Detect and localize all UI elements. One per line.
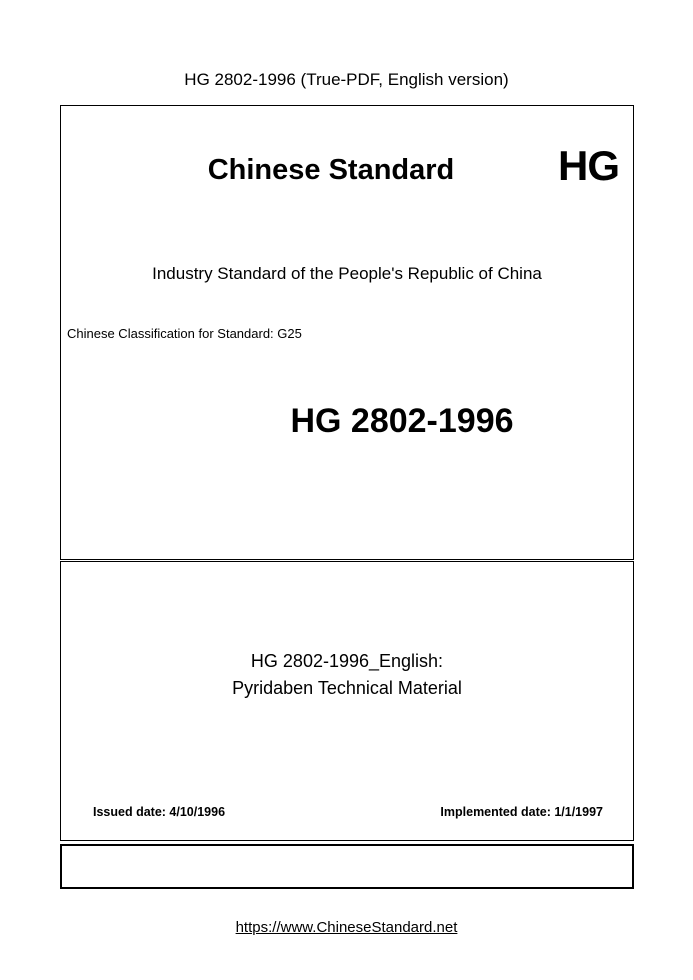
page-header-text: HG 2802-1996 (True-PDF, English version) bbox=[184, 70, 509, 89]
industry-standard-line: Industry Standard of the People's Republic of China bbox=[152, 264, 542, 283]
cover-main-box bbox=[60, 105, 634, 560]
footer-url-text[interactable]: https://www.ChineseStandard.net bbox=[235, 919, 458, 936]
chinese-standard-title: Chinese Standard bbox=[207, 154, 455, 186]
dates-row bbox=[61, 805, 633, 825]
implemented-date: Implemented date: 1/1/1997 bbox=[440, 805, 603, 819]
cover-title-row bbox=[61, 142, 633, 202]
title-block-box bbox=[60, 561, 634, 841]
hg-logo: HG bbox=[558, 142, 619, 189]
classification-code: Chinese Classification for Standard: G25 bbox=[67, 326, 302, 341]
standard-number: HG 2802-1996 bbox=[290, 402, 514, 440]
document-title-line2: Pyridaben Technical Material bbox=[232, 678, 462, 698]
issued-date: Issued date: 4/10/1996 bbox=[93, 805, 226, 819]
document-title bbox=[61, 648, 633, 702]
publisher-box bbox=[60, 844, 634, 889]
footer-url[interactable] bbox=[0, 919, 693, 936]
document-title-line1: HG 2802-1996_English: bbox=[250, 651, 444, 671]
